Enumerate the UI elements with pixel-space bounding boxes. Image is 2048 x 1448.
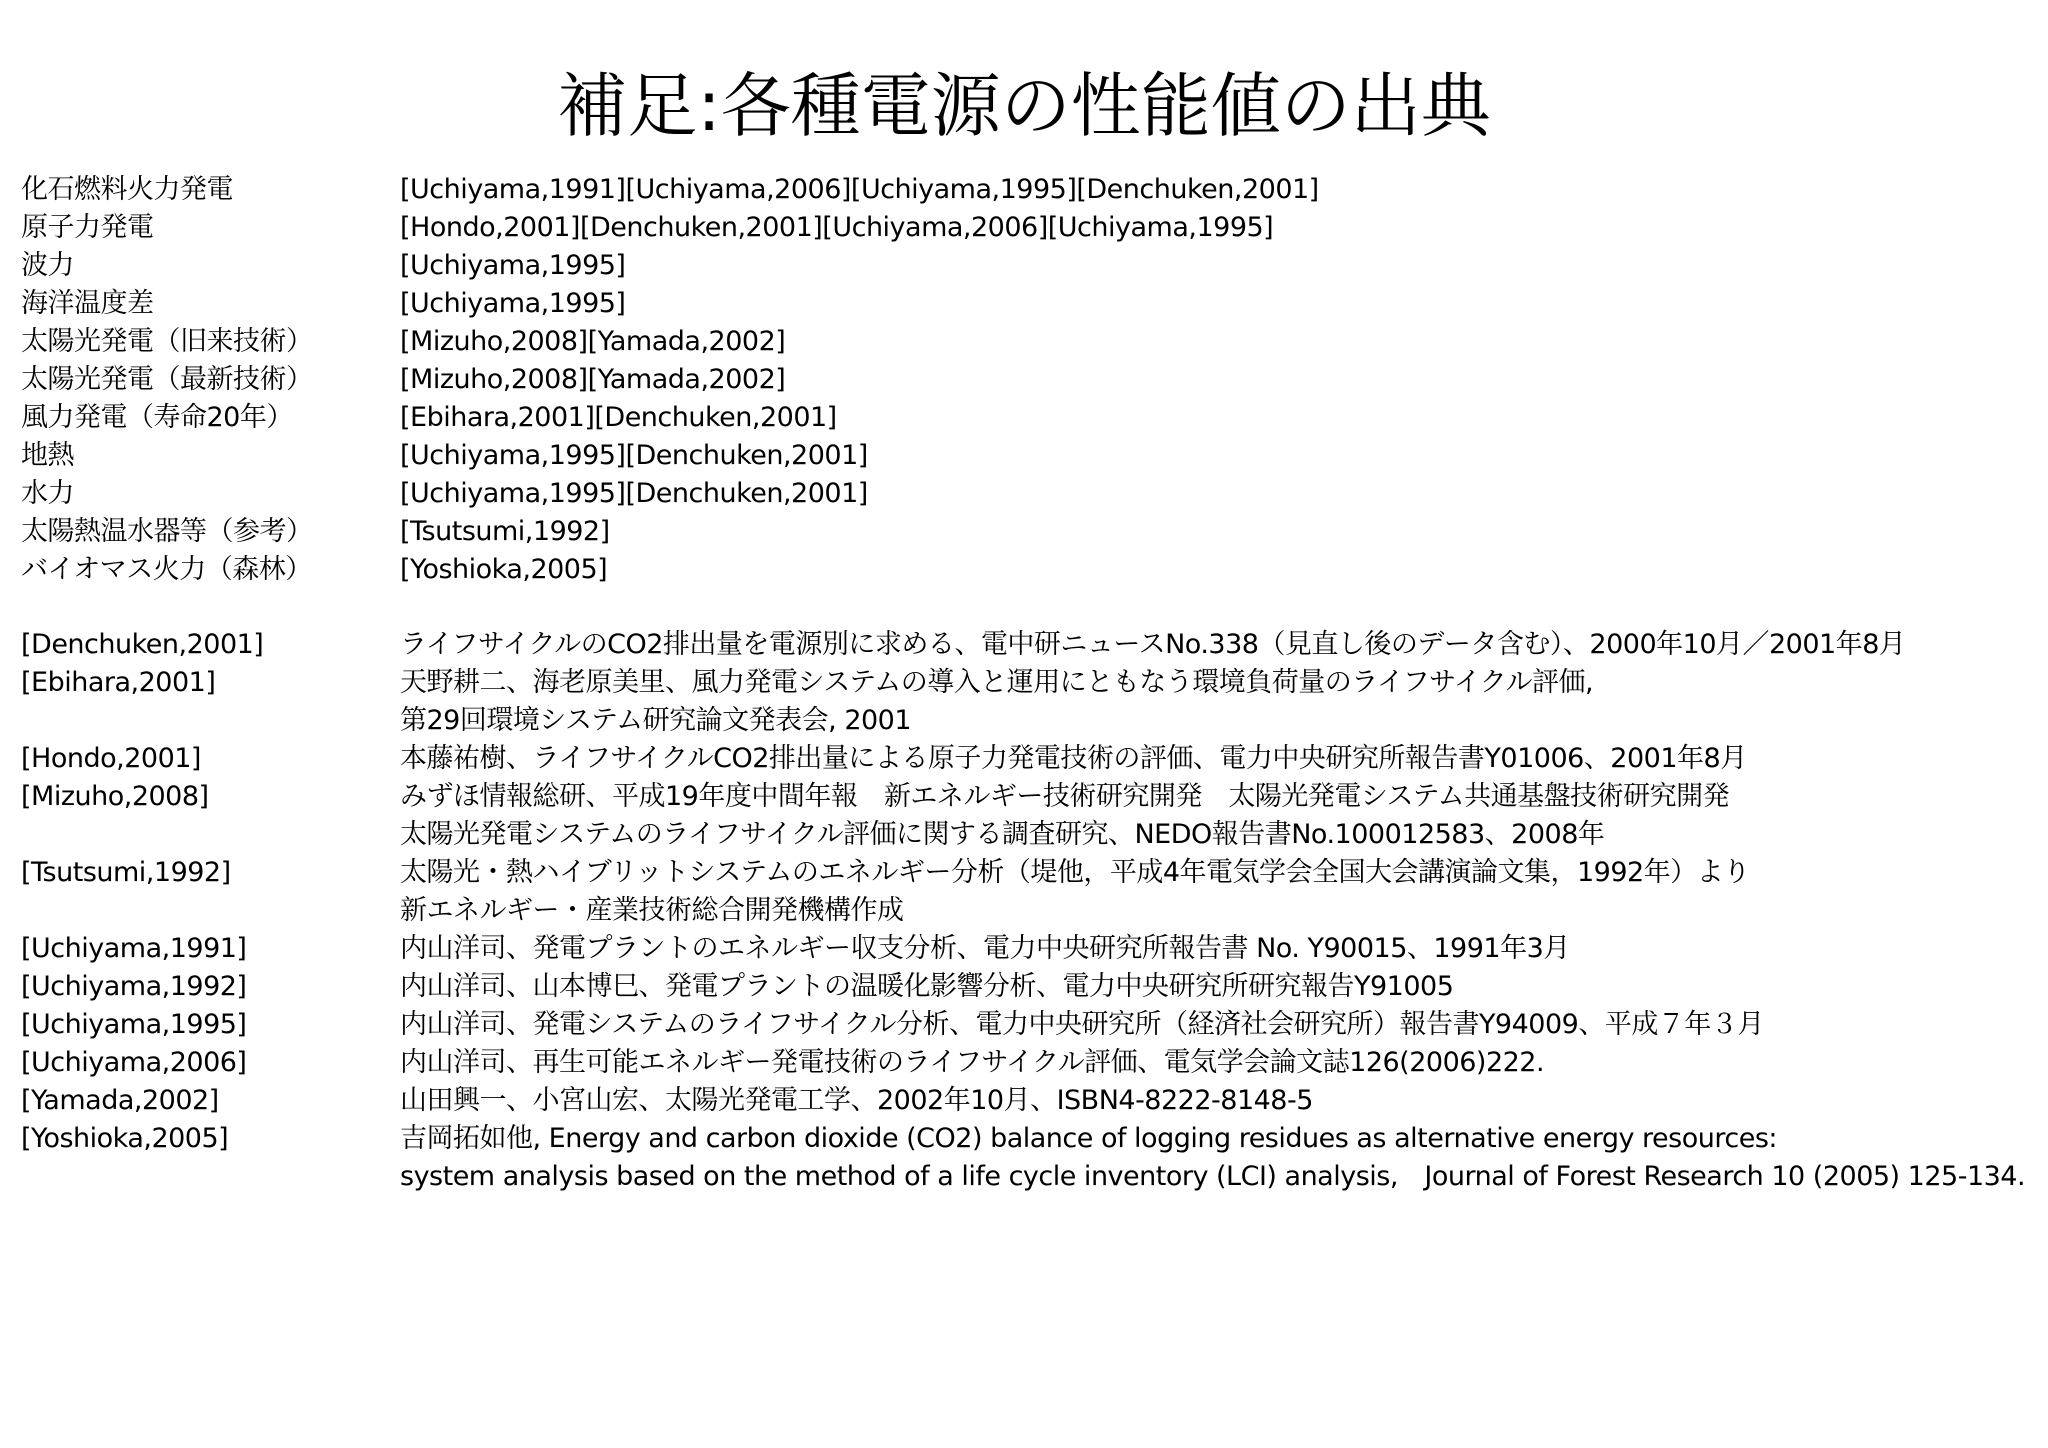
source-row	[21, 361, 1319, 399]
reference-line: 内山洋司、発電システムのライフサイクル分析、電力中央研究所（経済社会研究所）報告書Y94009、平成７年３月	[400, 1009, 1764, 1040]
reference-line: 内山洋司、山本博巳、発電プラントの温暖化影響分析、電力中央研究所研究報告Y91005	[400, 971, 1454, 1002]
reference-detail	[400, 968, 1453, 1006]
source-name: 化石燃料火力発電	[21, 174, 233, 205]
reference-row	[21, 854, 2025, 930]
reference-line: 本藤祐樹、ライフサイクルCO2排出量による原子力発電技術の評価、電力中央研究所報告書Y01006、2001年8月	[400, 743, 1747, 774]
source-citations: [Uchiyama,1995][Denchuken,2001]	[400, 478, 868, 509]
reference-line: 内山洋司、再生可能エネルギー発電技術のライフサイクル評価、電気学会論文誌126(2006)222.	[400, 1047, 1545, 1078]
reference-detail	[400, 778, 1729, 854]
source-name: 波力	[21, 250, 74, 281]
source-citations: [Tsutsumi,1992]	[400, 516, 610, 547]
reference-line: ライフサイクルのCO2排出量を電源別に求める、電中研ニュースNo.338（見直し後のデータ含む）、2000年10月／2001年8月	[400, 629, 1906, 660]
source-name: 海洋温度差	[21, 288, 154, 319]
source-name: 太陽光発電（最新技術）	[21, 364, 313, 395]
power-source-list	[21, 171, 1319, 589]
source-row	[21, 209, 1319, 247]
source-name: 原子力発電	[21, 212, 154, 243]
reference-detail	[400, 1044, 1544, 1082]
reference-detail	[400, 1082, 1313, 1120]
reference-key: [Yoshioka,2005]	[21, 1123, 229, 1154]
reference-row	[21, 968, 2025, 1006]
source-row	[21, 437, 1319, 475]
source-name: 地熱	[21, 440, 74, 471]
reference-key: [Uchiyama,1992]	[21, 971, 247, 1002]
reference-line: 天野耕二、海老原美里、風力発電システムの導入と運用にともなう環境負荷量のライフサイクル評価,	[400, 667, 1594, 698]
reference-detail	[400, 930, 1570, 968]
source-name: 水力	[21, 478, 74, 509]
reference-line: 太陽光・熱ハイブリットシステムのエネルギー分析（堤他，平成4年電気学会全国大会講演論文集，1992年）より	[400, 857, 1750, 888]
source-citations: [Yoshioka,2005]	[400, 554, 608, 585]
reference-row	[21, 1006, 2025, 1044]
reference-detail	[400, 854, 1750, 930]
source-citations: [Hondo,2001][Denchuken,2001][Uchiyama,2006][Uchiyama,1995]	[400, 212, 1274, 243]
reference-key: [Denchuken,2001]	[21, 629, 264, 660]
reference-line: 山田興一、小宮山宏、太陽光発電工学、2002年10月、ISBN4-8222-8148-5	[400, 1085, 1313, 1116]
reference-line: 新エネルギー・産業技術総合開発機構作成	[400, 895, 904, 926]
source-citations: [Ebihara,2001][Denchuken,2001]	[400, 402, 837, 433]
reference-row	[21, 1044, 2025, 1082]
reference-detail	[400, 664, 1593, 740]
reference-row	[21, 740, 2025, 778]
reference-key: [Mizuho,2008]	[21, 781, 209, 812]
source-row	[21, 475, 1319, 513]
reference-line: system analysis based on the method of a life cycle inventory (LCI) analysis, Journal of Forest Research 10 (2005) 125-134.	[400, 1161, 2026, 1192]
source-row	[21, 399, 1319, 437]
source-name: 太陽光発電（旧来技術）	[21, 326, 313, 357]
reference-row	[21, 778, 2025, 854]
source-row	[21, 551, 1319, 589]
reference-detail	[400, 1120, 2025, 1196]
source-citations: [Uchiyama,1995]	[400, 250, 626, 281]
reference-detail	[400, 626, 1905, 664]
reference-row	[21, 1120, 2025, 1196]
reference-detail	[400, 740, 1747, 778]
source-row	[21, 323, 1319, 361]
source-name: バイオマス火力（森林）	[21, 554, 312, 585]
source-citations: [Mizuho,2008][Yamada,2002]	[400, 326, 786, 357]
reference-line: 太陽光発電システムのライフサイクル評価に関する調査研究、NEDO報告書No.100012583、2008年	[400, 819, 1605, 850]
reference-key: [Yamada,2002]	[21, 1085, 219, 1116]
source-citations: [Uchiyama,1995]	[400, 288, 626, 319]
source-citations: [Uchiyama,1991][Uchiyama,2006][Uchiyama,1995][Denchuken,2001]	[400, 174, 1319, 205]
source-row	[21, 285, 1319, 323]
reference-key: [Uchiyama,1991]	[21, 933, 247, 964]
reference-detail	[400, 1006, 1764, 1044]
reference-line: 第29回環境システム研究論文発表会, 2001	[400, 705, 912, 736]
reference-key: [Uchiyama,1995]	[21, 1009, 247, 1040]
reference-list	[21, 626, 2025, 1196]
source-row	[21, 171, 1319, 209]
reference-key: [Tsutsumi,1992]	[21, 857, 231, 888]
source-row	[21, 247, 1319, 285]
reference-line: 吉岡拓如他, Energy and carbon dioxide (CO2) balance of logging residues as alternative energy resources:	[400, 1123, 1777, 1154]
reference-key: [Ebihara,2001]	[21, 667, 216, 698]
source-name: 太陽熱温水器等（参考）	[21, 516, 313, 547]
reference-row	[21, 664, 2025, 740]
reference-line: 内山洋司、発電プラントのエネルギー収支分析、電力中央研究所報告書 No. Y90015、1991年3月	[400, 933, 1570, 964]
reference-row	[21, 626, 2025, 664]
reference-key: [Uchiyama,2006]	[21, 1047, 247, 1078]
page-title: 補足:各種電源の性能値の出典	[557, 65, 1491, 147]
reference-row	[21, 1082, 2025, 1120]
source-row	[21, 513, 1319, 551]
source-name: 風力発電（寿命20年）	[21, 402, 293, 433]
source-citations: [Mizuho,2008][Yamada,2002]	[400, 364, 786, 395]
reference-row	[21, 930, 2025, 968]
reference-key: [Hondo,2001]	[21, 743, 201, 774]
reference-line: みずほ情報総研、平成19年度中間年報 新エネルギー技術研究開発 太陽光発電システム共通基盤技術研究開発	[400, 781, 1730, 812]
source-citations: [Uchiyama,1995][Denchuken,2001]	[400, 440, 868, 471]
